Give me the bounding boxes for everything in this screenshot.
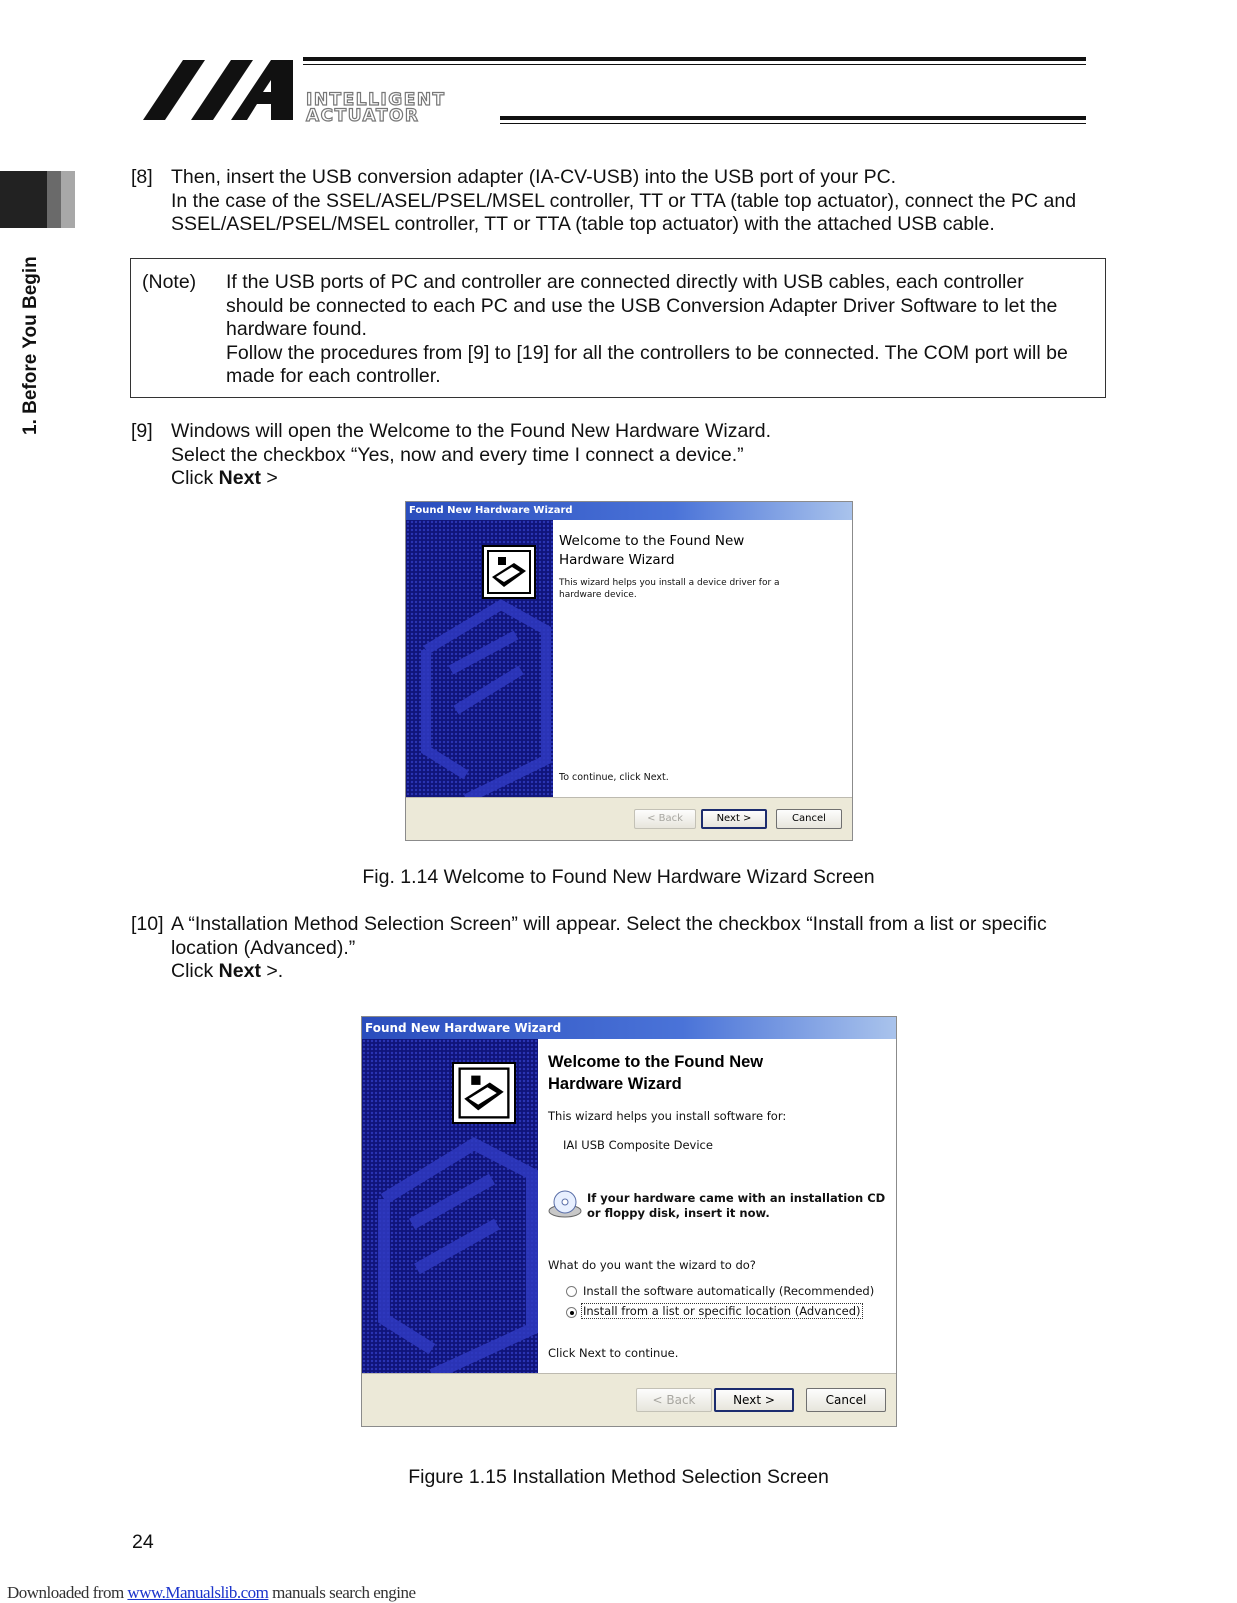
wizard-description (559, 577, 780, 601)
text-line: This wizard helps you install a device driver for a (559, 578, 780, 588)
text-line: hardware found. (226, 318, 367, 340)
click-bold: Next (218, 960, 261, 982)
note-label: (Note) (142, 271, 197, 293)
next-button[interactable]: Next > (714, 1388, 794, 1412)
wizard-heading (559, 532, 744, 570)
brand-line2: ACTUATOR (306, 106, 420, 126)
option-label-advanced[interactable]: Install from a list or specific location (Advanced) (583, 1304, 861, 1318)
device-name: IAI USB Composite Device (563, 1138, 713, 1152)
click-prefix: Click (171, 960, 219, 982)
step10-text (171, 913, 1101, 984)
option-label-automatic[interactable]: Install the software automatically (Recommended) (583, 1284, 875, 1298)
step8-text (171, 166, 1101, 237)
text-line: If the USB ports of PC and controller are connected directly with USB cables, each controller (226, 271, 1024, 293)
click-suffix: > (260, 467, 278, 489)
text-line: Follow the procedures from [9] to [19] for all the controllers to be connected. The COM port will be (226, 341, 1068, 364)
next-button[interactable]: Next > (701, 809, 767, 829)
dialog-title: Found New Hardware Wizard (362, 1017, 896, 1039)
wizard-content (553, 520, 853, 799)
wizard-dialog-welcome (405, 501, 853, 841)
brand-line1: INTELLIGENT (306, 90, 446, 110)
click-prefix: Click (171, 467, 219, 489)
radio-install-automatically[interactable] (566, 1286, 577, 1297)
cd-icon (548, 1189, 582, 1219)
dialog-footer (406, 797, 852, 840)
step-number: [10] (131, 913, 164, 935)
side-tab-marker (47, 171, 61, 228)
dialog-title: Found New Hardware Wizard (406, 502, 852, 520)
manualslib-link[interactable]: www.Manualslib.com (127, 1583, 269, 1602)
back-button[interactable]: < Back (634, 809, 696, 829)
wizard-content (538, 1039, 897, 1375)
heading-line: Hardware Wizard (559, 552, 675, 568)
header-rule (303, 57, 1086, 61)
text-line: hardware device. (559, 590, 637, 600)
wizard-heading (548, 1051, 763, 1095)
click-bold: Next (218, 467, 261, 489)
wizard-dialog-installation (361, 1016, 897, 1427)
side-tab-marker (0, 171, 47, 228)
side-tab-label: 1. Before You Begin (20, 256, 41, 435)
dialog-footer (362, 1373, 896, 1426)
heading-line: Welcome to the Found New (559, 533, 745, 549)
continue-hint: Click Next to continue. (548, 1346, 679, 1360)
heading-line: Welcome to the Found New (548, 1053, 764, 1071)
click-suffix: >. (260, 960, 284, 982)
continue-hint: To continue, click Next. (559, 772, 669, 783)
footer-prefix: Downloaded from (7, 1583, 128, 1602)
step-number: [9] (131, 420, 153, 442)
back-button[interactable]: < Back (636, 1388, 712, 1412)
heading-line: Hardware Wizard (548, 1075, 682, 1093)
cancel-button[interactable]: Cancel (776, 809, 842, 829)
radio-install-from-list[interactable] (566, 1307, 577, 1318)
text-line (171, 960, 1101, 984)
wizard-question: What do you want the wizard to do? (548, 1258, 756, 1272)
header-rule (303, 64, 1086, 65)
cd-hint (587, 1191, 885, 1221)
figure-caption: Figure 1.15 Installation Method Selection Screen (408, 1466, 829, 1488)
text-line: If your hardware came with an installation CD (587, 1191, 886, 1205)
text-line (171, 467, 1101, 491)
header-rule (500, 123, 1086, 124)
footer-suffix: manuals search engine (268, 1583, 416, 1602)
wizard-description: This wizard helps you install software for: (548, 1109, 787, 1123)
wizard-side-graphic (406, 520, 553, 799)
side-tab-marker (61, 171, 75, 228)
iai-logo-icon (143, 58, 293, 122)
wizard-hardware-icon (482, 545, 536, 599)
text-line: Then, insert the USB conversion adapter (IA-CV-USB) into the USB port of your PC. (171, 166, 897, 188)
text-line: A “Installation Method Selection Screen” will appear. Select the checkbox “Install from a list or specific (171, 913, 1047, 935)
text-line: In the case of the SSEL/ASEL/PSEL/MSEL controller, TT or TTA (table top actuator), connect the PC and (171, 189, 1077, 212)
page-number: 24 (132, 1531, 154, 1553)
text-line: Windows will open the Welcome to the Found New Hardware Wizard. (171, 420, 772, 442)
text-line: SSEL/ASEL/PSEL/MSEL controller, TT or TTA (table top actuator) with the attached USB cable. (171, 213, 995, 235)
text-line: made for each controller. (226, 365, 441, 387)
note-text (226, 271, 1096, 389)
text-line: Select the checkbox “Yes, now and every time I connect a device.” (171, 443, 744, 466)
header-rule (500, 116, 1086, 120)
figure-caption: Fig. 1.14 Welcome to Found New Hardware Wizard Screen (362, 866, 875, 888)
text-line: should be connected to each PC and use the USB Conversion Adapter Driver Software to let the (226, 294, 1058, 317)
text-line: location (Advanced).” (171, 936, 356, 959)
step-number: [8] (131, 166, 153, 188)
cancel-button[interactable]: Cancel (806, 1388, 886, 1412)
text-line: or floppy disk, insert it now. (587, 1206, 770, 1220)
step9-text (171, 420, 1101, 491)
download-footer (7, 1583, 416, 1603)
wizard-side-graphic (362, 1039, 538, 1375)
wizard-hardware-icon (452, 1062, 516, 1124)
